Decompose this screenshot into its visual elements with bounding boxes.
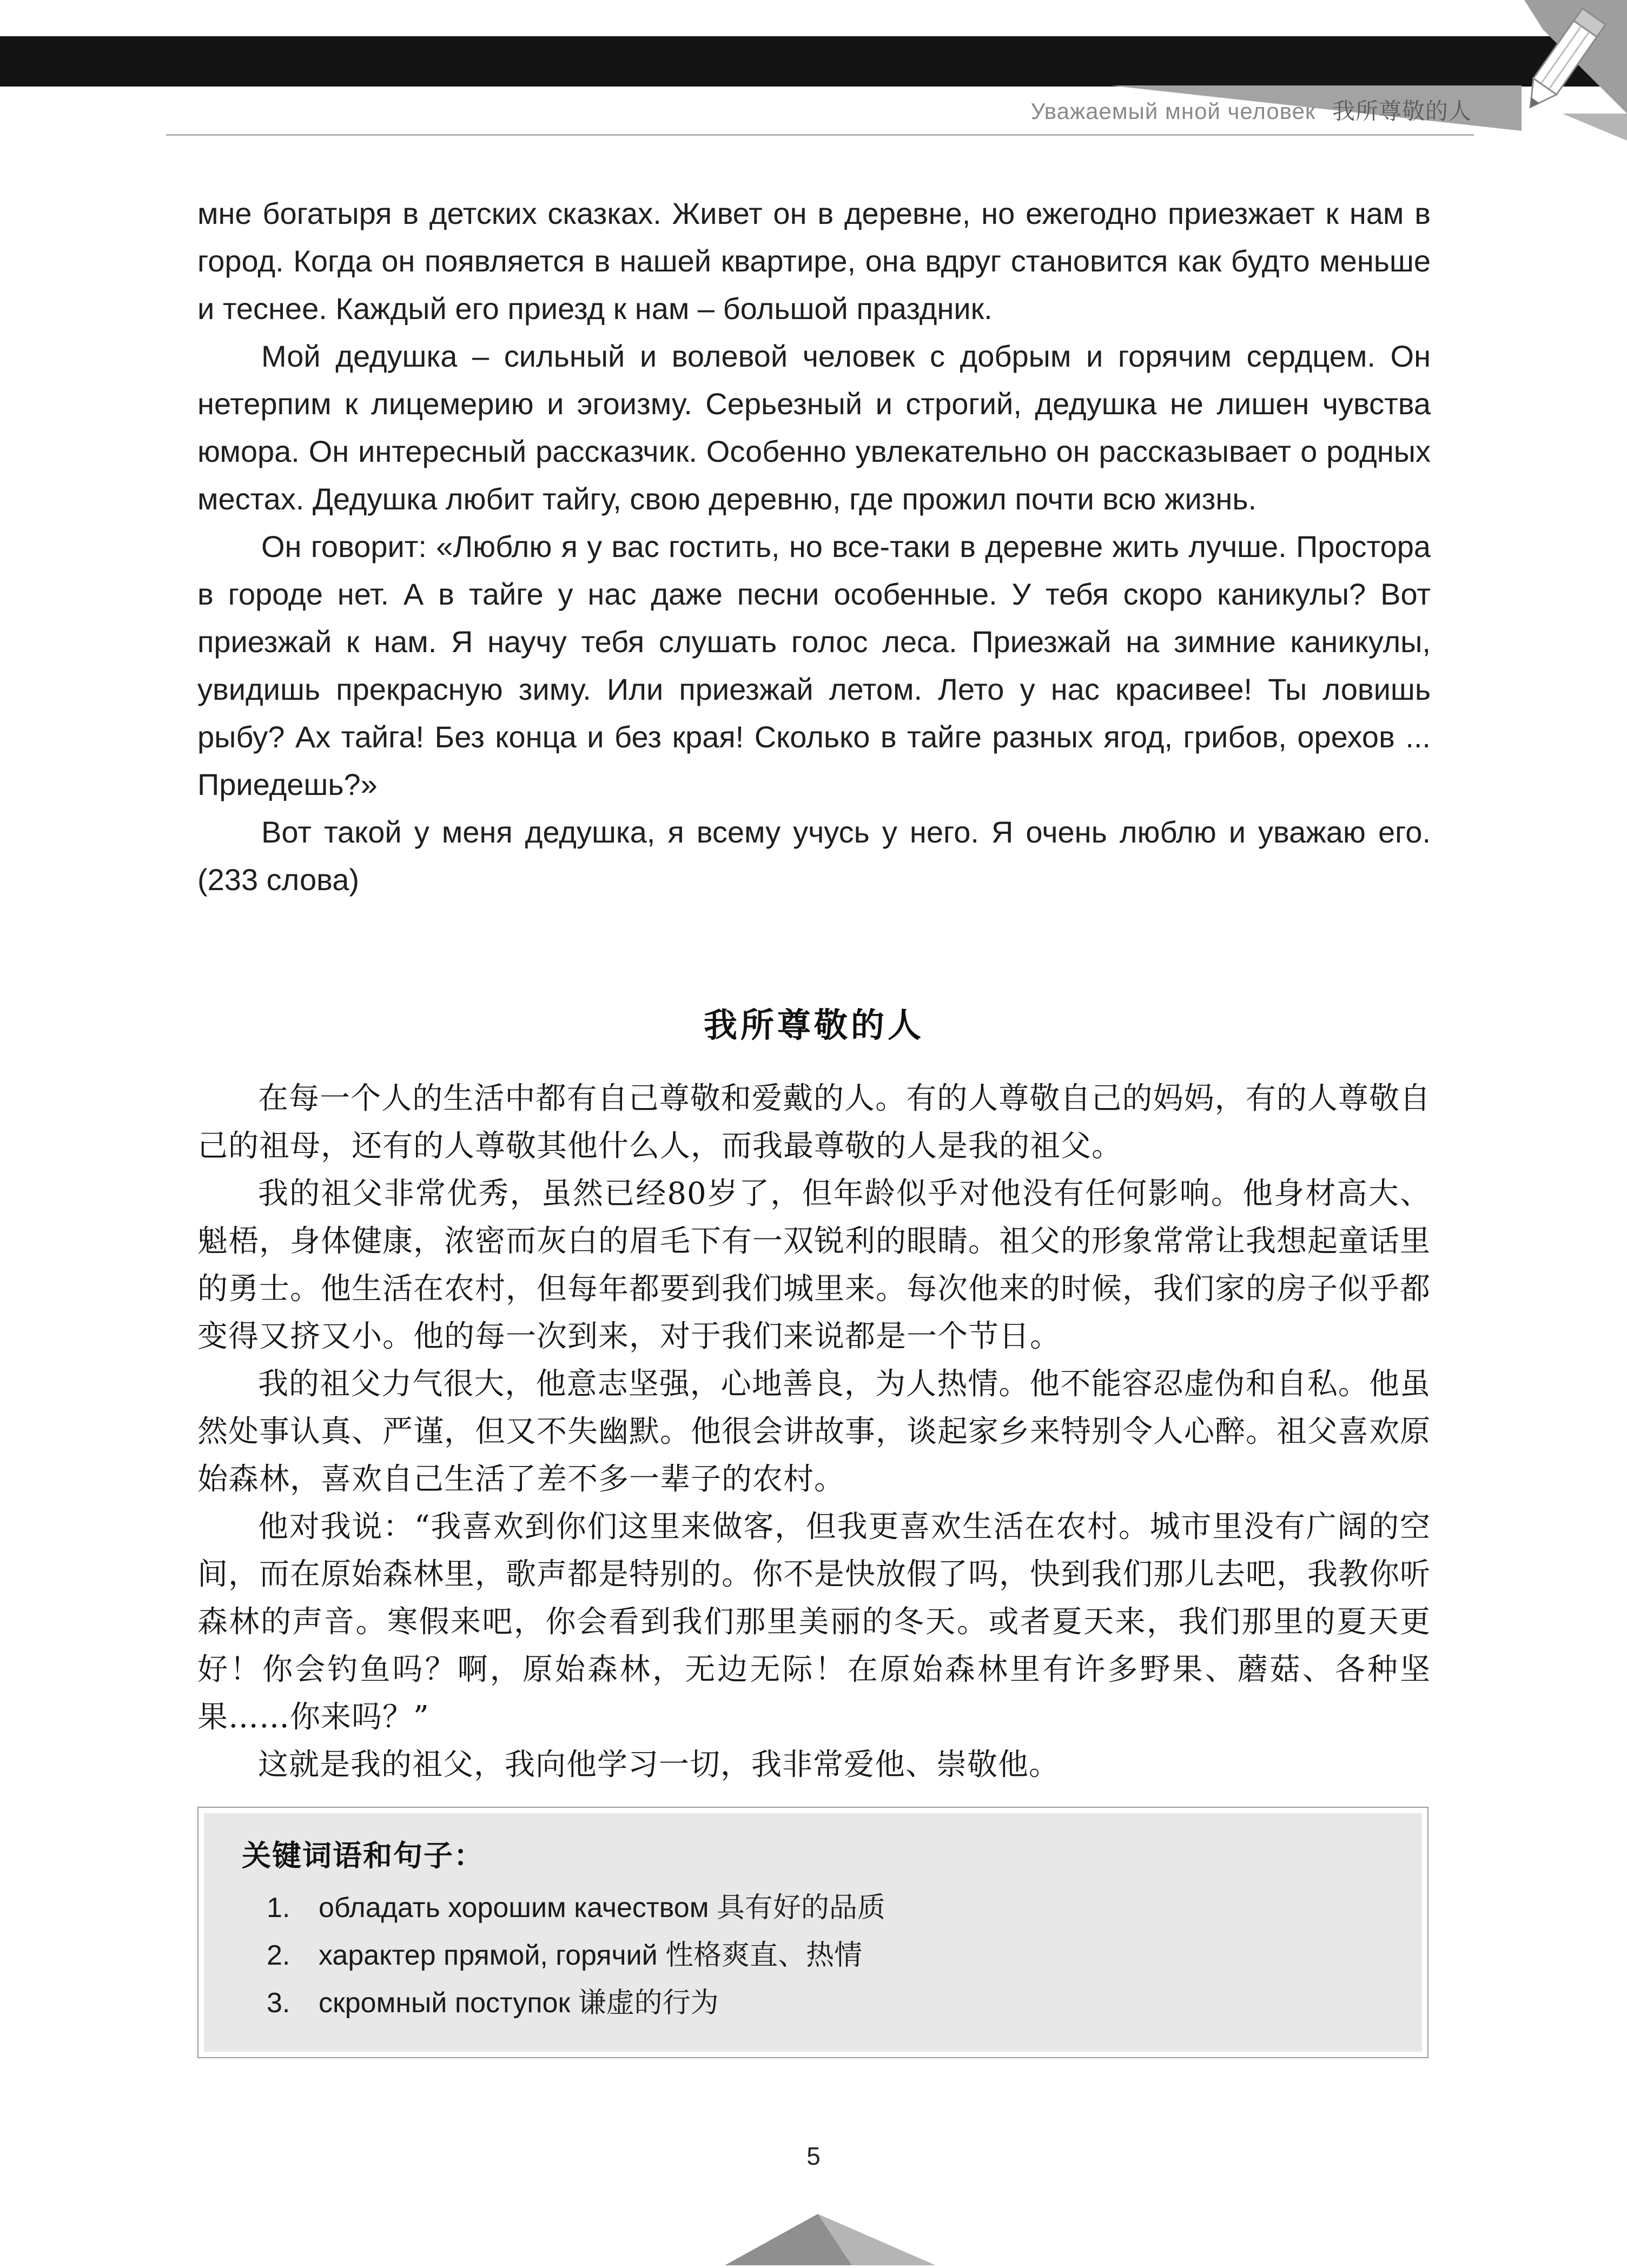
russian-paragraph: Вот такой у меня дедушка, я всему учусь у него. Я очень люблю и уважаю его. (233 слова) bbox=[197, 815, 1431, 897]
chinese-paragraph: 我的祖父力气很大，他意志坚强，心地善良，为人热情。他不能容忍虚伪和自私。他虽然处事认真、严谨，但又不失幽默。他很会讲故事，谈起家乡来特别令人心醉。祖父喜欢原始森林，喜欢自己生活了差不多一辈子的农村。 bbox=[197, 1367, 1431, 1497]
keyword-item bbox=[242, 1884, 1390, 1932]
keyword-item-number: 1. bbox=[267, 1892, 290, 1924]
keywords-box bbox=[197, 1807, 1428, 2058]
header-rule bbox=[166, 134, 1474, 136]
pencil-icon bbox=[1492, 0, 1627, 162]
keyword-item-text: скромный поступок 谦虚的行为 bbox=[319, 1987, 719, 2019]
chinese-paragraph: 在每一个人的生活中都有自己尊敬和爱戴的人。有的人尊敬自己的妈妈，有的人尊敬自己的祖母，还有的人尊敬其他什么人，而我最尊敬的人是我的祖父。 bbox=[197, 1081, 1431, 1164]
keyword-item-number: 3. bbox=[267, 1987, 290, 2019]
chinese-passage bbox=[197, 1075, 1431, 1789]
keyword-item bbox=[242, 1932, 1390, 1979]
keyword-item-number: 2. bbox=[267, 1940, 290, 1971]
bottom-ornament bbox=[714, 2214, 936, 2265]
bottom-ornament-svg bbox=[714, 2214, 936, 2265]
chinese-paragraph: 他对我说：“我喜欢到你们这里来做客，但我更喜欢生活在农村。城市里没有广阔的空间，而在原始森林里，歌声都是特别的。你不是快放假了吗，快到我们那儿去吧，我教你听森林的声音。寒假来吧，你会看到我们那里美丽的冬天。或者夏天来，我们那里的夏天更好！你会钓鱼吗？啊，原始森林，无边无际！在原始森林里有许多野果、蘑菇、各种坚果……你来吗？” bbox=[197, 1509, 1431, 1735]
top-bar bbox=[0, 36, 1627, 87]
russian-paragraph: Он говорит: «Люблю я у вас гостить, но все-таки в деревне жить лучше. Простора в городе нет. А в тайге у нас даже песни особенные. У тебя скоро каникулы? Вот приезжай к нам. Я научу тебя слушать голос леса. Приезжай на зимние каникулы, увидишь прекрасную зиму. Или приезжай летом. Лето у нас красивее! Ты ловишь рыбу? Ах тайга! Без конца и без края! Сколько в тайге разных ягод, грибов, орехов ... Приедешь?» bbox=[197, 529, 1431, 801]
keyword-item-text: обладать хорошим качеством 具有好的品质 bbox=[319, 1892, 885, 1924]
page-number: 5 bbox=[806, 2142, 821, 2170]
russian-paragraph: мне богатыря в детских сказках. Живет он в деревне, но ежегодно приезжает к нам в город. Когда он появляется в нашей квартире, она вдруг становится как будто меньше и теснее. Каждый его приезд к нам – большой праздник. bbox=[197, 196, 1431, 326]
keywords-box-inner bbox=[204, 1813, 1422, 2052]
chinese-paragraph: 我的祖父非常优秀，虽然已经80岁了，但年龄似乎对他没有任何影响。他身材高大、魁梧，身体健康，浓密而灰白的眉毛下有一双锐利的眼睛。祖父的形象常常让我想起童话里的勇士。他生活在农村，但每年都要到我们城里来。每次他来的时候，我们家的房子似乎都变得又挤又小。他的每一次到来，对于我们来说都是一个节日。 bbox=[197, 1176, 1431, 1354]
keyword-item-text: характер прямой, горячий 性格爽直、热情 bbox=[319, 1940, 863, 1971]
chinese-paragraph: 这就是我的祖父，我向他学习一切，我非常爱他、崇敬他。 bbox=[258, 1747, 1060, 1782]
running-head-russian: Уважаемый мной человек bbox=[1030, 98, 1316, 124]
keyword-item bbox=[242, 1979, 1390, 2027]
running-head-chinese: 我所尊敬的人 bbox=[1332, 98, 1472, 124]
running-head bbox=[197, 94, 1472, 126]
russian-passage bbox=[197, 190, 1431, 904]
pencil-icon-svg bbox=[1492, 0, 1627, 162]
keywords-box-title: 关键词语和句子： bbox=[242, 1838, 484, 1873]
chinese-section-title: 我所尊敬的人 bbox=[703, 1007, 924, 1044]
russian-paragraph: Мой дедушка – сильный и волевой человек с добрым и горячим сердцем. Он нетерпим к лицемерию и эгоизму. Серьезный и строгий, дедушка не лишен чувства юмора. Он интересный рассказчик. Особенно увлекательно он рассказывает о родных местах. Дедушка любит тайгу, свою деревню, где прожил почти всю жизнь. bbox=[197, 339, 1431, 516]
